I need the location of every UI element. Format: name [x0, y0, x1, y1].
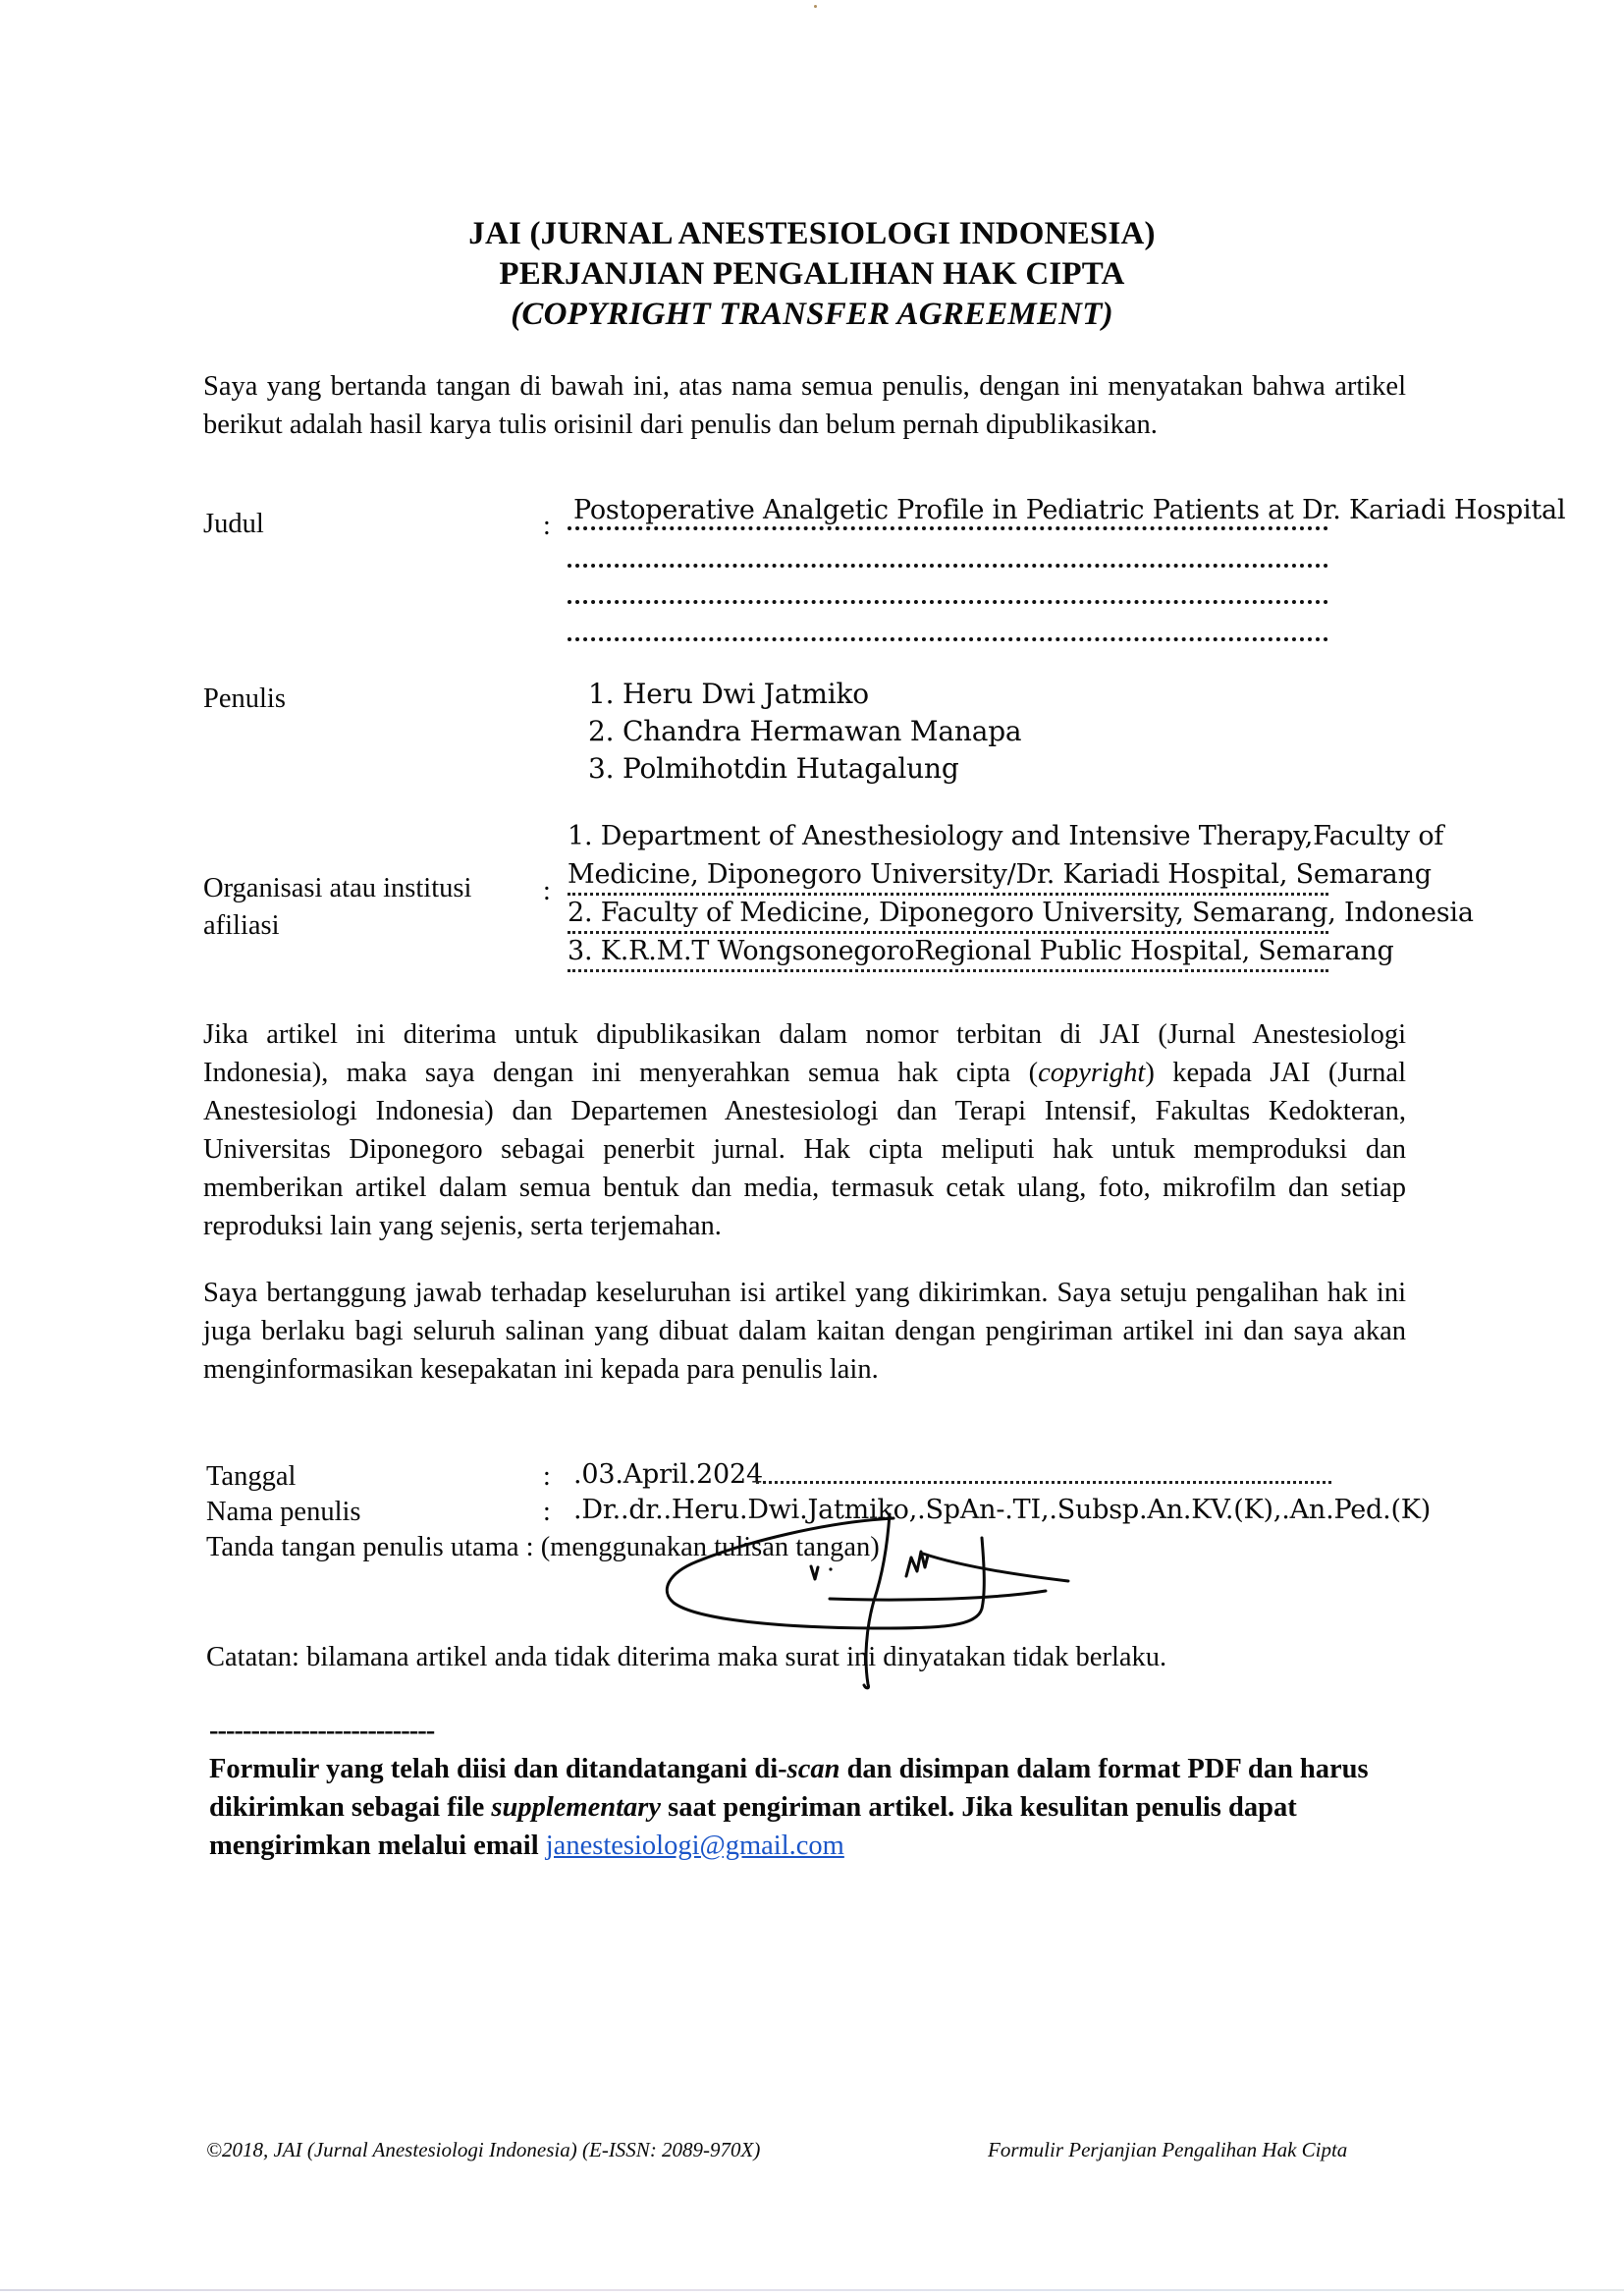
copyright-paragraph: Jika artikel ini diterima untuk dipublikasikan dalam nomor terbitan di JAI (Jurnal Anestesiologi Indonesia), maka saya dengan ini menyerahkan semua hak cipta (copyright) kepada JAI (Jurnal Anestesiologi Indonesia) dan Departemen Anestesiologi dan Terapi Intensif, Fakultas Kedokteran, Universitas Diponegoro sebagai penerbit jurnal. Hak cipta meliputi hak untuk memproduksi dan memberikan artikel dalam semua bentuk dan media, termasuk cetak ulang, foto, mikrofilm dan setiap reproduksi lain yang sejenis, serta terjemahan. [203, 1019, 1406, 1241]
authors-label: Penulis [203, 683, 286, 714]
affiliation-item: 1. Department of Anesthesiology and Intensive Therapy,Faculty of [568, 821, 1444, 851]
intro-paragraph: Saya yang bertanda tangan di bawah ini, atas nama semua penulis, dengan ini menyatakan bahwa artikel berikut adalah hasil karya tulis orisinil dari penulis dan belum pernah dipublikasikan. [203, 371, 1406, 440]
separator: --------------------------- [209, 1716, 435, 1746]
affiliation-item: 3. K.R.M.T WongsonegoroRegional Public Hospital, Semarang [568, 936, 1394, 966]
affiliation-dotted-line-2 [568, 931, 1328, 934]
author-item: 3. Polmihotdin Hutagalung [588, 752, 959, 785]
title-dotted-line-3 [568, 600, 1328, 604]
affiliation-dotted-line-3 [568, 969, 1328, 972]
authors-list[interactable] [588, 676, 1021, 788]
title-dotted-line-4 [568, 637, 1328, 641]
email-link[interactable]: janestesiologi@gmail.com [545, 1831, 844, 1861]
responsibility-paragraph: Saya bertanggung jawab terhadap keseluruhan isi artikel yang dikirimkan. Saya setuju pengalihan hak ini juga berlaku bagi seluruh salinan yang dibuat dalam kaitan dengan pengiriman artikel ini dan saya akan menginformasikan kesepakatan ini kepada para penulis lain. [203, 1278, 1406, 1385]
signature-label: Tanda tangan penulis utama : (menggunakan tulisan tangan) [206, 1532, 880, 1562]
footer-form-title: Formulir Perjanjian Pengalihan Hak Cipta [988, 2138, 1348, 2161]
agreement-title: PERJANJIAN PENGALIHAN HAK CIPTA [499, 256, 1125, 292]
title-label: Judul [203, 509, 264, 539]
submission-instructions: Formulir yang telah diisi dan ditandatangani di-scan dan disimpan dalam format PDF dan harus dikirimkan sebagai file supplementary saat pengiriman artikel. Jika kesulitan penulis dapat mengirimkan melalui email janestesiologi@gmail.com [209, 1754, 1369, 1861]
author-name-value[interactable]: .Dr..dr..Heru.Dwi.Jatmiko,.SpAn-.TI,.Subsp.An.KV.(K),.An.Ped.(K) [573, 1495, 1432, 1525]
title-value[interactable]: Postoperative Analgetic Profile in Pediatric Patients at Dr. Kariadi Hospital [573, 495, 1566, 525]
affiliation-label: Organisasi atau institusi afiliasi [203, 873, 472, 941]
document-header [0, 214, 1624, 335]
affiliation-dotted-line-1 [568, 893, 1328, 896]
affiliation-item: 2. Faculty of Medicine, Diponegoro University, Semarang, Indonesia [568, 898, 1474, 928]
agreement-subtitle: (COPYRIGHT TRANSFER AGREEMENT) [511, 297, 1113, 332]
note-text: Catatan: bilamana artikel anda tidak diterima maka surat ini dinyatakan tidak berlaku. [206, 1642, 1167, 1672]
title-dotted-line-1 [568, 526, 1328, 530]
affiliation-colon: : [543, 876, 551, 906]
date-label: Tanggal [206, 1461, 297, 1492]
title-colon: : [543, 511, 551, 541]
date-colon: : [543, 1461, 551, 1492]
author-item: 2. Chandra Hermawan Manapa [588, 715, 1022, 747]
author-name-label: Nama penulis [206, 1497, 361, 1527]
date-value[interactable]: .03.April.2024 [573, 1459, 763, 1490]
title-dotted-line-2 [568, 564, 1328, 568]
journal-title: JAI (JURNAL ANESTESIOLOGI INDONESIA) [468, 216, 1156, 251]
date-dotted-line [756, 1481, 1331, 1484]
scan-speck [814, 5, 817, 8]
author-name-colon: : [543, 1497, 551, 1527]
author-item: 1. Heru Dwi Jatmiko [588, 678, 869, 710]
affiliation-item: Medicine, Diponegoro University/Dr. Kariadi Hospital, Semarang [568, 859, 1432, 890]
scan-edge-line [0, 2289, 1624, 2291]
footer-copyright: ©2018, JAI (Jurnal Anestesiologi Indonesia) (E-ISSN: 2089-970X) [206, 2138, 761, 2161]
